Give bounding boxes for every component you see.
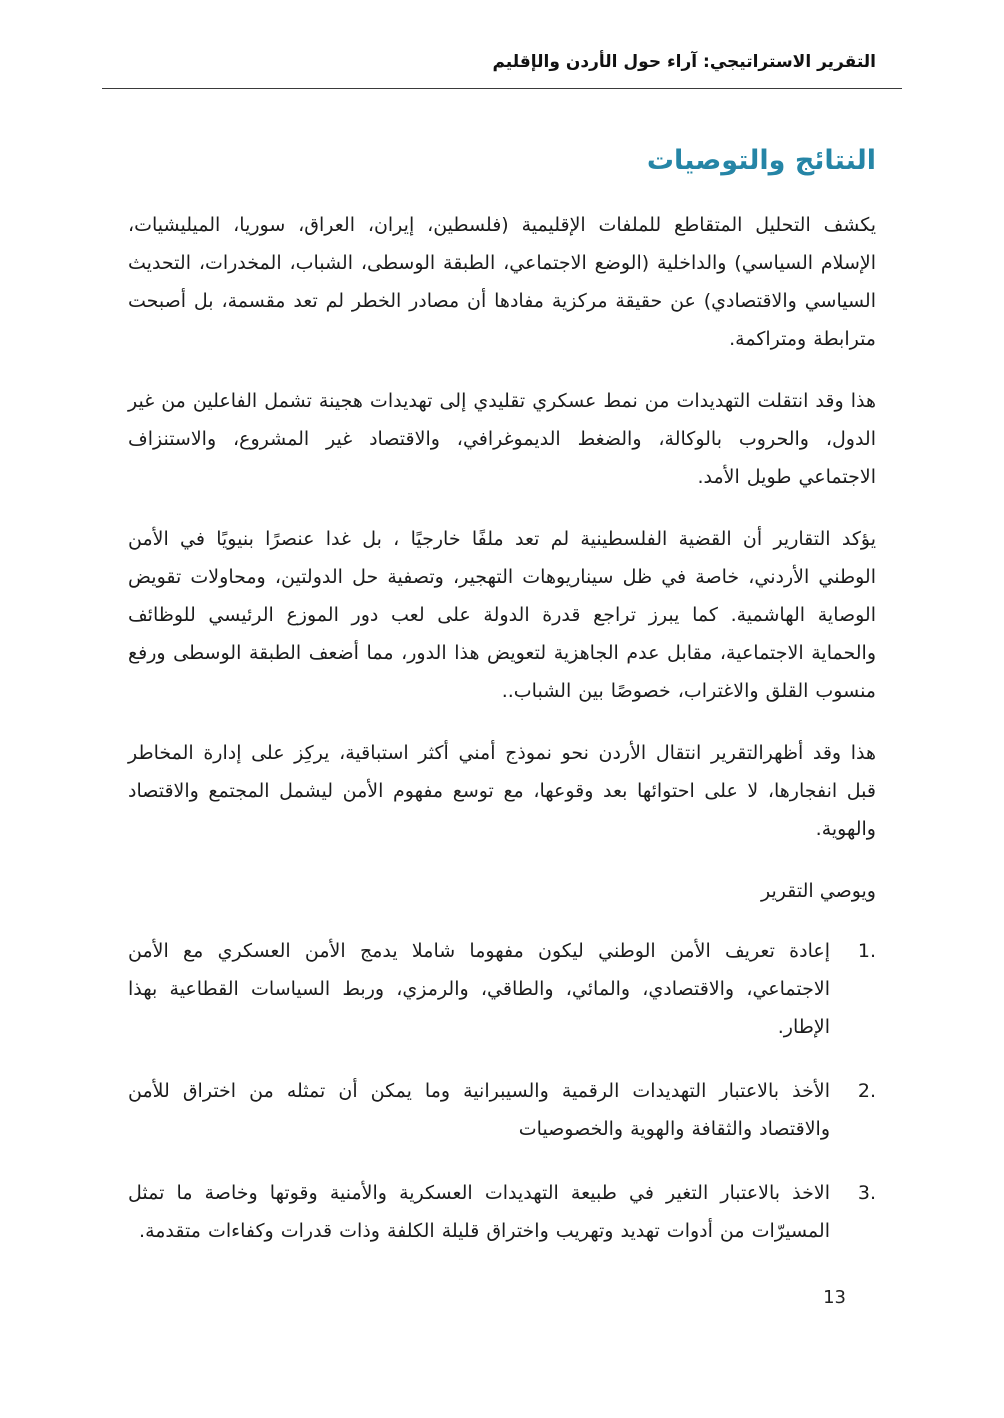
- page-number: 13: [823, 1287, 846, 1308]
- header-divider: [102, 88, 902, 89]
- body-paragraph-4: هذا وقد أظهرالتقرير انتقال الأردن نحو نموذج أمني أكثر استباقية، يركِز على إدارة المخاطر قبل انفجارها، لا على احتوائها بعد وقوعها، مع توسع مفهوم الأمن ليشمل المجتمع والاقتصاد والهوية.: [128, 742, 876, 840]
- item-text: الاخذ بالاعتبار التغير في طبيعة التهديدات العسكرية والأمنية وقوتها وخاصة ما تمثل المسيرّات من أدوات تهديد وتهريب واختراق قليلة الكلفة وذات قدرات وكفاءات متقدمة.: [128, 1182, 830, 1242]
- running-header-text: التقرير الاستراتيجي: آراء حول الأردن والإقليم: [492, 52, 876, 72]
- page-body: [128, 145, 876, 1250]
- recommendation-item-1: [128, 932, 876, 1046]
- recommendation-item-3: [128, 1174, 876, 1250]
- body-paragraph-3: يؤكد التقارير أن القضية الفلسطينية لم تعد ملفًا خارجيًا ، بل غدا عنصرًا بنيويًا في الأمن الوطني الأردني، خاصة في ظل سيناريوهات التهجير، وتصفية حل الدولتين، ومحاولات تقويض الوصاية الهاشمية. كما يبرز تراجع قدرة الدولة على لعب دور الموزع الرئيسي للوظائف والحماية الاجتماعية، مقابل عدم الجاهزية لتعويض هذا الدور، مما أضعف الطبقة الوسطى ورفع منسوب القلق والاغتراب، خصوصًا بين الشباب..: [128, 528, 876, 702]
- body-paragraph-1: يكشف التحليل المتقاطع للملفات الإقليمية (فلسطين، إيران، العراق، سوريا، الميليشيات، الإسلام السياسي) والداخلية (الوضع الاجتماعي، الطبقة الوسطى، الشباب، المخدرات، التحديث السياسي والاقتصادي) عن حقيقة مركزية مفادها أن مصادر الخطر لم تعد مقسمة، بل أصبحت مترابطة ومتراكمة.: [128, 214, 876, 350]
- body-paragraph-2: هذا وقد انتقلت التهديدات من نمط عسكري تقليدي إلى تهديدات هجينة تشمل الفاعلين من غير الدول، والحروب بالوكالة، والضغط الديموغرافي، والاقتصاد غير المشروع، والاستنزاف الاجتماعي طويل الأمد.: [128, 390, 876, 488]
- page-header: [128, 52, 876, 89]
- item-number: 1.: [857, 940, 876, 962]
- item-number: 3.: [857, 1182, 876, 1204]
- item-text: الأخذ بالاعتبار التهديدات الرقمية والسيبرانية وما يمكن أن تمثله من اختراق للأمن والاقتصاد والثقافة والهوية والخصوصيات: [128, 1080, 830, 1140]
- recommendations-list: [128, 932, 876, 1250]
- recommendations-intro: ويوصي التقرير: [761, 880, 876, 902]
- item-number: 2.: [857, 1080, 876, 1102]
- recommendation-item-2: [128, 1072, 876, 1148]
- section-title: النتائج والتوصيات: [646, 145, 876, 176]
- item-text: إعادة تعريف الأمن الوطني ليكون مفهوما شاملا يدمج الأمن العسكري مع الأمن الاجتماعي، والاقتصادي، والمائي، والطاقي، والرمزي، وربط السياسات القطاعية بهذا الإطار.: [128, 940, 830, 1038]
